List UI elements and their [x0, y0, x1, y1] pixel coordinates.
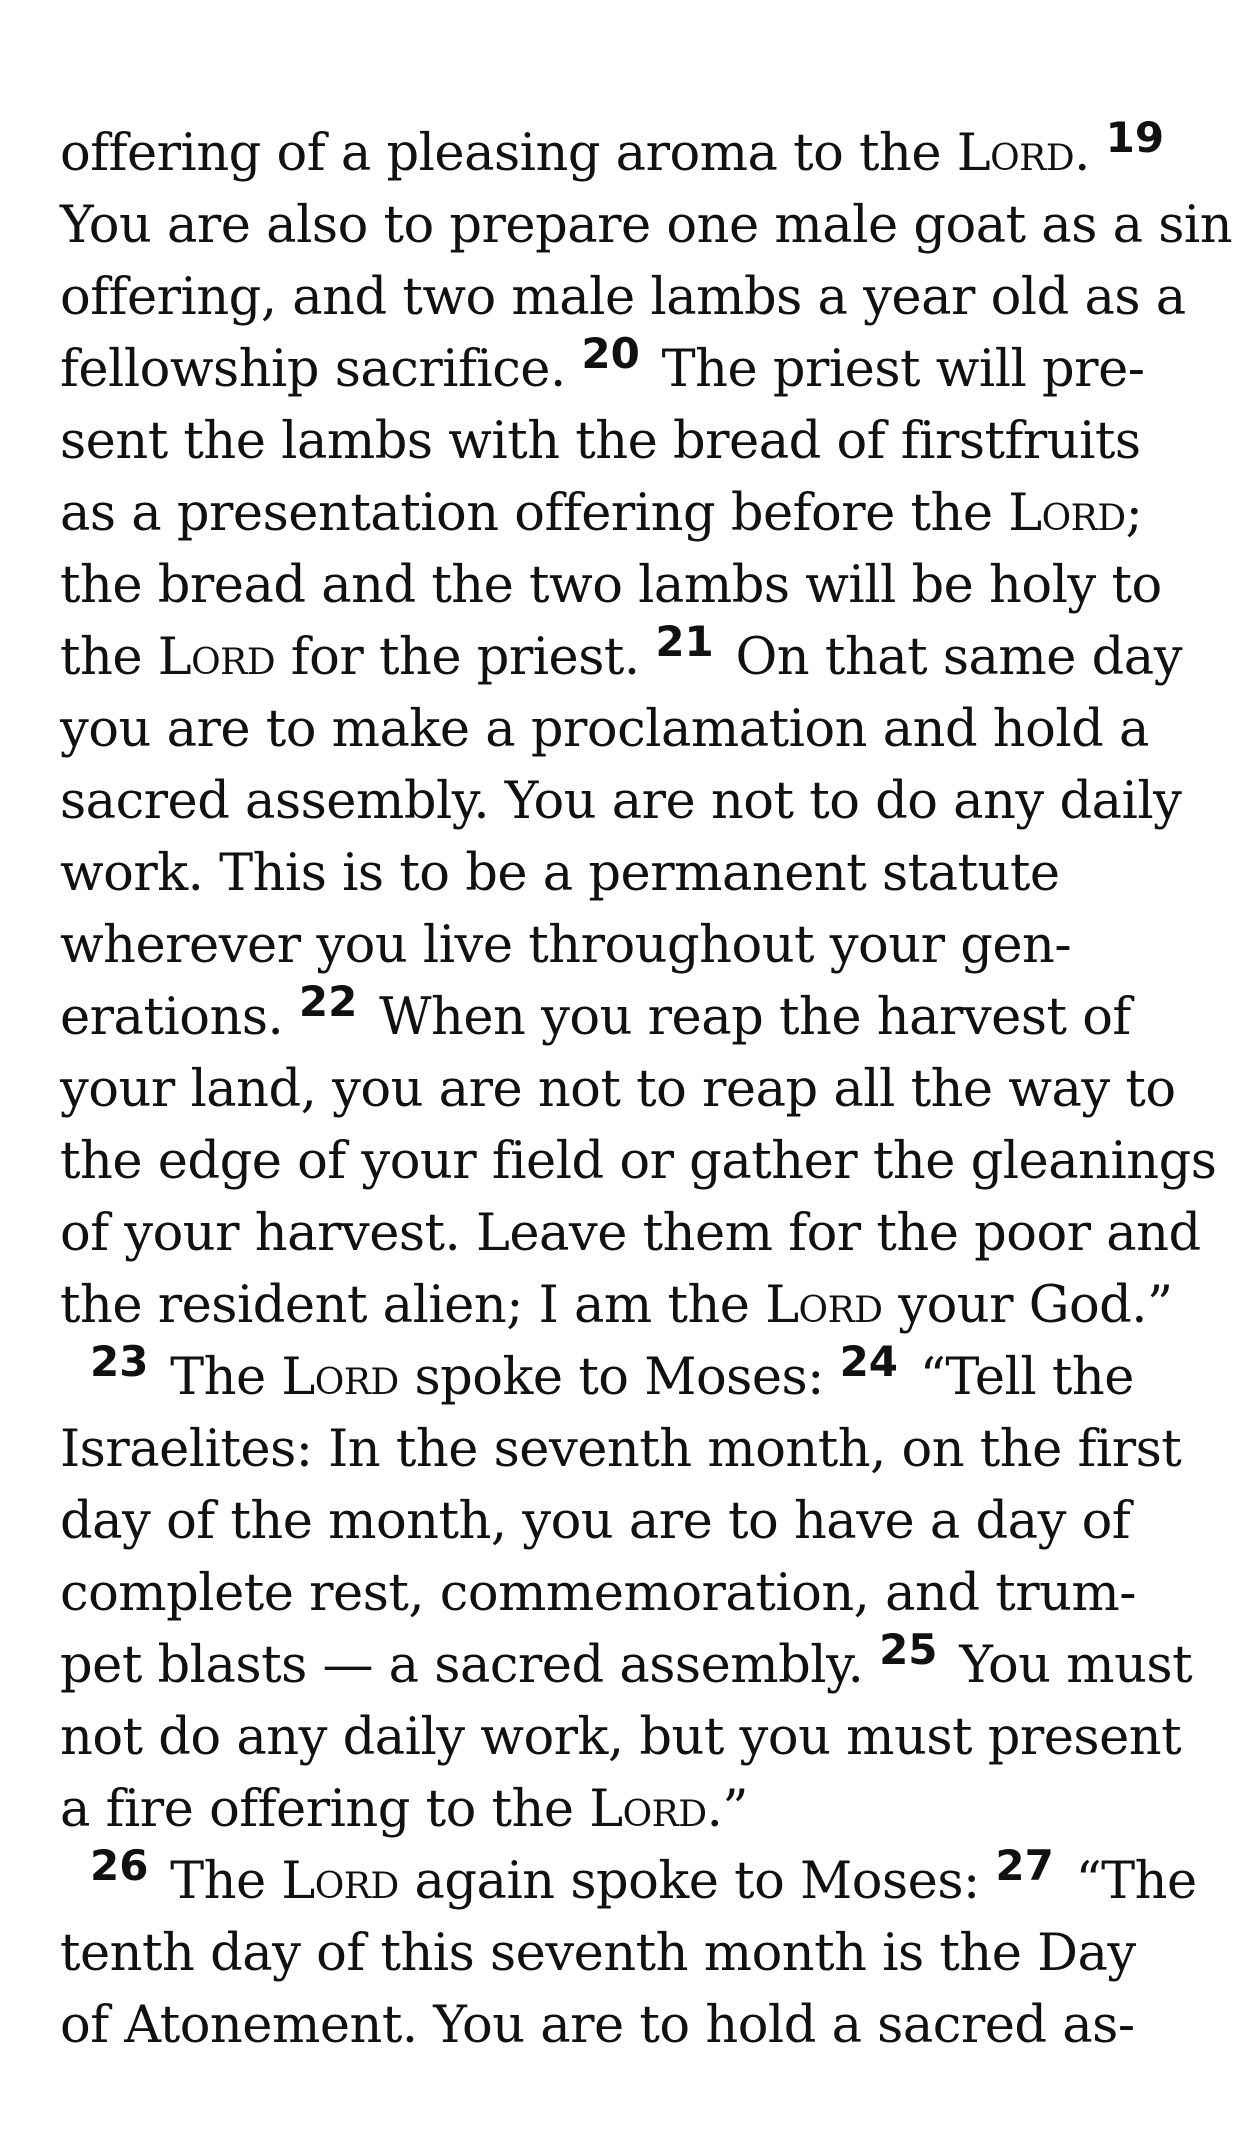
text-run: the edge of your field or gather the gleanings: [60, 1132, 1217, 1191]
text-run: day of the month, you are to have a day of: [60, 1492, 1131, 1551]
text-run: for the priest.: [275, 628, 656, 687]
text-run: work. This is to be a permanent statute: [60, 844, 1060, 903]
text-run: wherever you live throughout your gen-: [60, 916, 1072, 975]
verse-number: 27: [995, 1841, 1054, 1890]
text-run: a fire offering to the: [60, 1780, 590, 1839]
text-run: the resident alien; I am the: [60, 1276, 766, 1335]
text-run: The priest will pre-: [645, 340, 1145, 399]
text-run: The: [154, 1348, 282, 1407]
text-run: sacred assembly. You are not to do any daily: [60, 772, 1182, 831]
text-run: You are also to prepare one male goat as a sin: [60, 196, 1233, 255]
text-line: [60, 550, 1210, 622]
text-run: .: [1074, 124, 1106, 183]
text-line: [60, 694, 1210, 766]
verse-number: 21: [655, 617, 714, 666]
text-run: your God.”: [882, 1276, 1173, 1335]
verse-number: 22: [298, 977, 358, 1026]
text-line: [60, 1774, 1210, 1846]
text-run: offering of a pleasing aroma to the: [60, 124, 957, 183]
text-run: complete rest, commemoration, and trum-: [60, 1564, 1137, 1623]
text-run: of Atonement. You are to hold a sacred as-: [60, 1996, 1135, 2055]
text-run: The: [154, 1852, 282, 1911]
text-line: [60, 1054, 1210, 1126]
text-run: sent the lambs with the bread of firstfruits: [60, 412, 1141, 471]
text-run: spoke to Moses:: [398, 1348, 840, 1407]
divine-name: Lord: [281, 1348, 399, 1407]
divine-name: Lord: [281, 1852, 399, 1911]
text-line: [60, 766, 1210, 838]
divine-name: Lord: [589, 1780, 707, 1839]
divine-name: Lord: [765, 1276, 883, 1335]
text-run: the: [60, 628, 158, 687]
verse-number: 26: [90, 1841, 149, 1890]
text-run: “Tell the: [904, 1348, 1134, 1407]
text-run: offering, and two male lambs a year old as a: [60, 268, 1186, 327]
text-line: [60, 1414, 1210, 1486]
text-line: [60, 1990, 1210, 2062]
text-line: [60, 1126, 1217, 1198]
text-line: [60, 1270, 1210, 1342]
verse-number: 24: [839, 1337, 899, 1386]
text-run: erations.: [60, 988, 299, 1047]
verse-number: 23: [90, 1337, 149, 1386]
divine-name: Lord: [1008, 484, 1126, 543]
text-run: .”: [706, 1780, 748, 1839]
text-line: [60, 406, 1210, 478]
text-line: [60, 1918, 1210, 1990]
text-line: [60, 1841, 1210, 1918]
text-line: [60, 1558, 1210, 1630]
divine-name: Lord: [157, 628, 276, 687]
text-run: of your harvest. Leave them for the poor and: [60, 1204, 1201, 1263]
text-run: When you reap the harvest of: [363, 988, 1131, 1047]
text-run: the bread and the two lambs will be holy to: [60, 556, 1162, 615]
text-line: [60, 1625, 1210, 1702]
text-line: [60, 838, 1210, 910]
text-run: again spoke to Moses:: [398, 1852, 996, 1911]
verse-number: 19: [1105, 113, 1165, 162]
verse-number: 25: [879, 1625, 938, 1674]
text-run: You must: [943, 1636, 1193, 1695]
text-run: tenth day of this seventh month is the Day: [60, 1924, 1136, 1983]
text-run: you are to make a proclamation and hold a: [60, 700, 1149, 759]
text-run: On that same day: [719, 628, 1183, 687]
verse-number: 20: [581, 329, 640, 378]
text-line: [60, 1702, 1210, 1774]
text-line: [60, 1486, 1210, 1558]
text-line: [60, 329, 1210, 406]
text-run: ;: [1125, 484, 1143, 543]
text-line: [60, 617, 1210, 694]
text-run: not do any daily work, but you must present: [60, 1708, 1182, 1767]
text-run: your land, you are not to reap all the way to: [60, 1060, 1176, 1119]
divine-name: Lord: [956, 124, 1075, 183]
text-line: [60, 1337, 1210, 1414]
text-line: [60, 910, 1210, 982]
text-line: [60, 190, 1233, 262]
text-line: [60, 262, 1210, 334]
text-line: [60, 478, 1210, 550]
text-run: Israelites: In the seventh month, on the first: [60, 1420, 1182, 1479]
text-run: fellowship sacrifice.: [60, 340, 582, 399]
text-run: pet blasts — a sacred assembly.: [60, 1636, 880, 1695]
text-line: [60, 977, 1210, 1054]
text-run: as a presentation offering before the: [60, 484, 1009, 543]
text-line: [60, 113, 1210, 190]
scripture-text: [60, 113, 1233, 2062]
text-line: [60, 1198, 1210, 1270]
text-run: “The: [1059, 1852, 1197, 1911]
